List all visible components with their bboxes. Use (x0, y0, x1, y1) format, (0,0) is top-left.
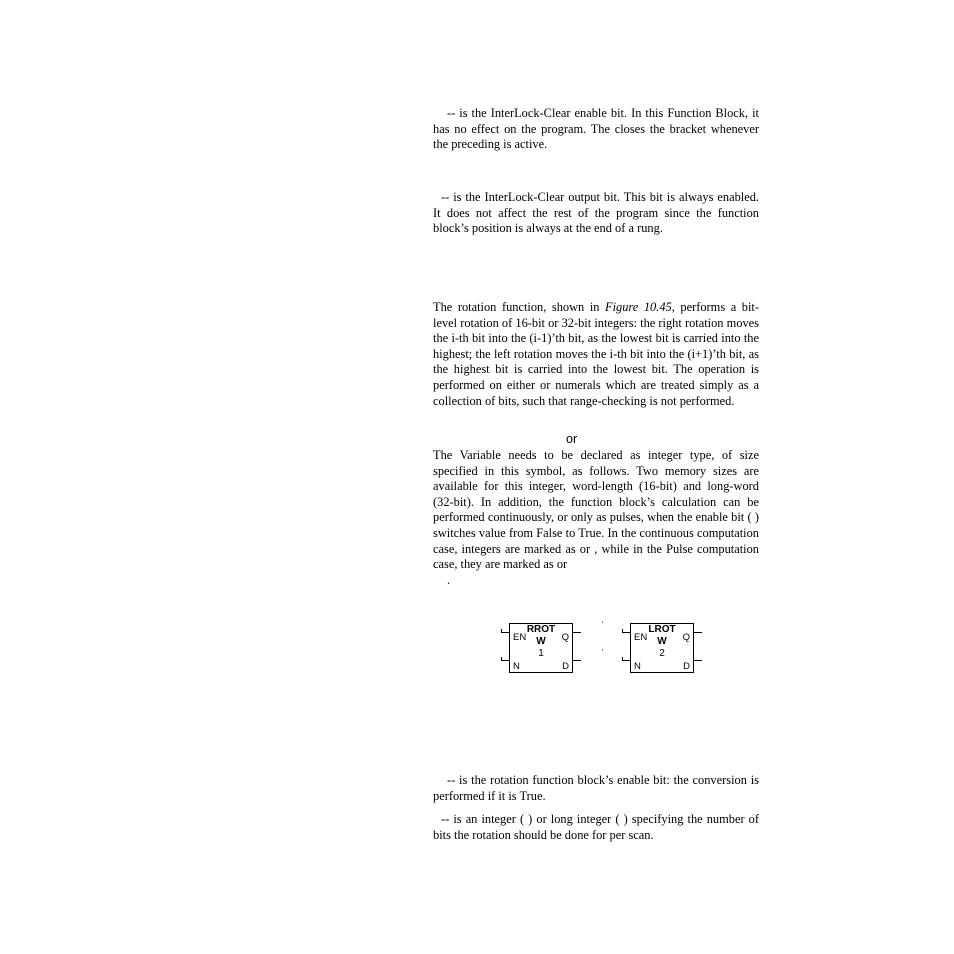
icl-enable-description: -- is the InterLock-Clear enable bit. In this Function Block, it has no effect on the program. The closes the bracket whenever the preceding is active. (433, 106, 759, 152)
rotation-intro-text-b: , performs a bit-level rotation of 16-bit or 32-bit integers: the right rotation moves the i-th bit into the (i-1)’th bit, as the lowest bit is carried into the highest; the left rotation moves the i-th bit into the (i+1)’th bit, as the highest bit is carried into the lowest bit. The operation is performed on either or numerals which are treated simply as a collection of bits, such that range-checking is not performed. (433, 300, 759, 408)
block-parameter: 1 (538, 648, 544, 659)
pin-q: Q (682, 632, 690, 643)
variable-description (433, 448, 759, 588)
figure-reference: Figure 10.45 (605, 300, 672, 314)
pin-q: Q (561, 632, 569, 643)
input-lead-en (622, 632, 630, 633)
pin-n: N (513, 661, 520, 672)
icl-output-description: -- is the InterLock-Clear output bit. This bit is always enabled. It does not affect the rest of the program since the function block’s position is always at the end of a rung. (433, 190, 759, 236)
block-name: LROT (648, 624, 676, 635)
block-size: W (657, 636, 667, 647)
lead-tick (501, 657, 502, 660)
output-lead-q (573, 632, 581, 633)
symbol-or-label: or (566, 432, 578, 446)
pin-en: EN (513, 632, 527, 643)
variable-description-text: The Variable needs to be declared as integer type, of size specified in this symbol, as follows. Two memory sizes are available for this integer, word-length (16-bit) and long-word (32-bit). In addition, the function block’s calculation can be performed continuously, or only as pulses, when the enable bit ( ) switches value from False to True. In the continuous computation case, integers are marked as or , while in the Pulse computation case, they are marked as or (433, 448, 759, 572)
lrot-function-block (630, 623, 694, 673)
lead-tick (501, 629, 502, 632)
input-lead-en (501, 632, 509, 633)
output-lead-q (694, 632, 702, 633)
pin-n: N (634, 661, 641, 672)
separator-dot: · (601, 645, 604, 655)
lead-tick (622, 657, 623, 660)
pin-d: D (562, 661, 569, 672)
block-size: W (536, 636, 546, 647)
output-lead-d (573, 660, 581, 661)
pin-en: EN (634, 632, 648, 643)
block-name: RROT (526, 624, 556, 635)
rotation-intro (433, 300, 759, 409)
input-lead-n (622, 660, 630, 661)
pin-d: D (683, 661, 690, 672)
separator-dot: · (601, 617, 604, 627)
variable-description-end: . (447, 572, 451, 587)
rrot-function-block (509, 623, 573, 673)
block-parameter: 2 (659, 648, 665, 659)
rotation-enable-description: -- is the rotation function block’s enable bit: the conversion is performed if it is True. (433, 773, 759, 803)
output-lead-d (694, 660, 702, 661)
input-lead-n (501, 660, 509, 661)
lead-tick (622, 629, 623, 632)
rotation-n-description: -- is an integer ( ) or long integer ( ) specifying the number of bits the rotation should be done for per scan. (433, 812, 759, 842)
rotation-intro-text-a: The rotation function, shown in (433, 300, 606, 314)
